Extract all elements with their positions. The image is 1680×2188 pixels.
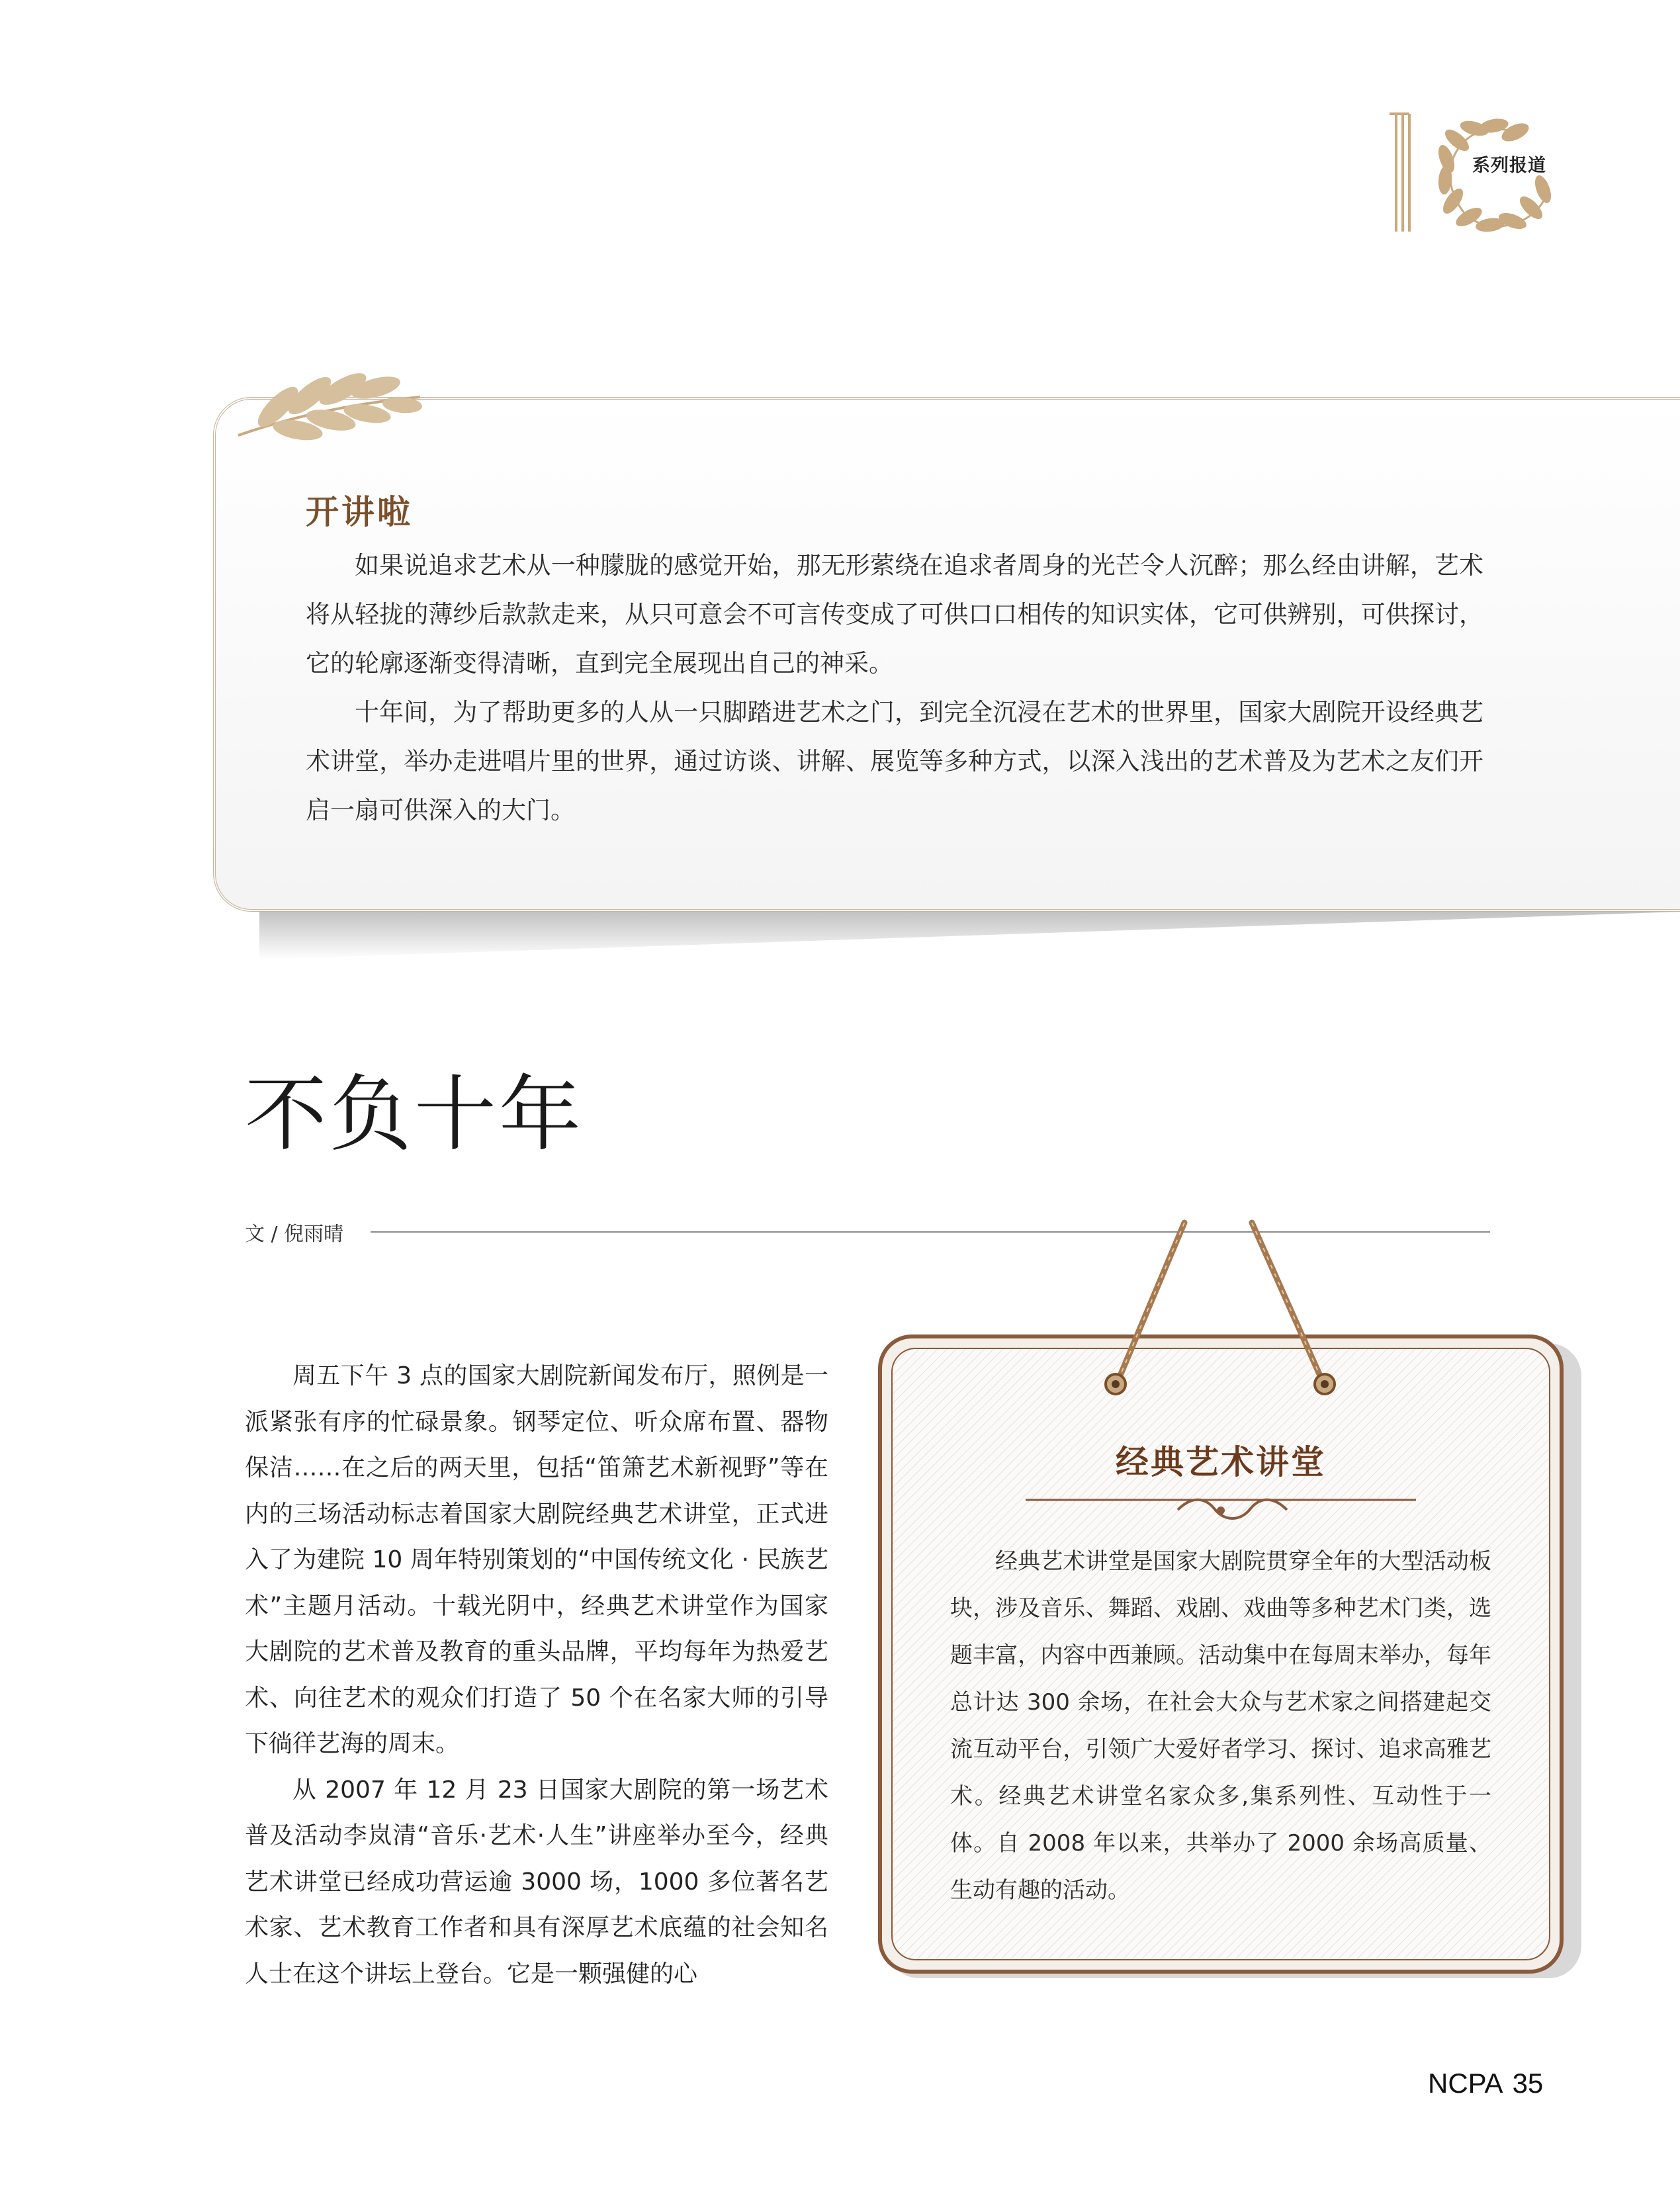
- article-body: [245, 1353, 828, 1997]
- intro-text: [306, 541, 1483, 835]
- card-paragraph: 经典艺术讲堂是国家大剧院贯穿全年的大型活动板块，涉及音乐、舞蹈、戏剧、戏曲等多种艺术门类，选题丰富，内容中西兼顾。活动集中在每周末举办，每年总计达 300 余场，在社会大众与艺术家之间搭建起交流互动平台，引领广大爱好者学习、探讨、追求高雅艺术。经典艺术讲堂名家众多,集系列性、互动性于一体。自 2008 年以来，共举办了 2000 余场高质量、生动有趣的活动。: [950, 1548, 1491, 1904]
- card-text: [950, 1538, 1491, 1914]
- intro-paragraph: 如果说追求艺术从一种朦胧的感觉开始，那无形萦绕在追求者周身的光芒令人沉醉；那么经由讲解，艺术将从轻拢的薄纱后款款走来，从只可意会不可言传变成了可供口口相传的知识实体，它可供辨别，可供探讨，它的轮廓逐渐变得清晰，直到完全展现出自己的神采。: [306, 551, 1483, 678]
- wheat-leaves-icon: [232, 357, 423, 443]
- page-footer: [1428, 2068, 1543, 2099]
- series-report-label: 系列报道: [1472, 155, 1546, 176]
- card-title: 经典艺术讲堂: [1116, 1442, 1326, 1481]
- intro-card-shadow: [259, 908, 1680, 959]
- article-byline: 文 / 倪雨晴: [245, 1223, 344, 1246]
- body-paragraph: 从 2007 年 12 月 23 日国家大剧院的第一场艺术普及活动李岚清“音乐·艺术·人生”讲座举办至今，经典艺术讲堂已经成功营运逾 3000 场，1000 多位著名艺术家、艺术教育工作者和具有深厚艺术底蕴的社会知名人士在这个讲坛上登台。它是一颗强健的心: [245, 1776, 828, 1988]
- intro-heading: 开讲啦: [306, 492, 413, 531]
- page-number: 35: [1512, 2068, 1544, 2099]
- publication-name: NCPA: [1428, 2068, 1503, 2099]
- intro-paragraph: 十年间，为了帮助更多的人从一只脚踏进艺术之门，到完全沉浸在艺术的世界里，国家大剧院开设经典艺术讲堂，举办走进唱片里的世界，通过访谈、讲解、展览等多种方式，以深入浅出的艺术普及为艺术之友们开启一扇可供深入的大门。: [306, 698, 1483, 824]
- article-title: 不负十年: [245, 1067, 584, 1162]
- body-paragraph: 周五下午 3 点的国家大剧院新闻发布厅，照例是一派紧张有序的忙碌景象。钢琴定位、听众席布置、器物保洁……在之后的两天里，包括“笛箫艺术新视野”等在内的三场活动标志着国家大剧院经典艺术讲堂，正式进入了为建院 10 周年特别策划的“中国传统文化 · 民族艺术”主题月活动。十载光阴中，经典艺术讲堂作为国家大剧院的艺术普及教育的重头品牌，平均每年为热爱艺术、向往艺术的观众们打造了 50 个在名家大师的引导下徜徉艺海的周末。: [245, 1362, 828, 1757]
